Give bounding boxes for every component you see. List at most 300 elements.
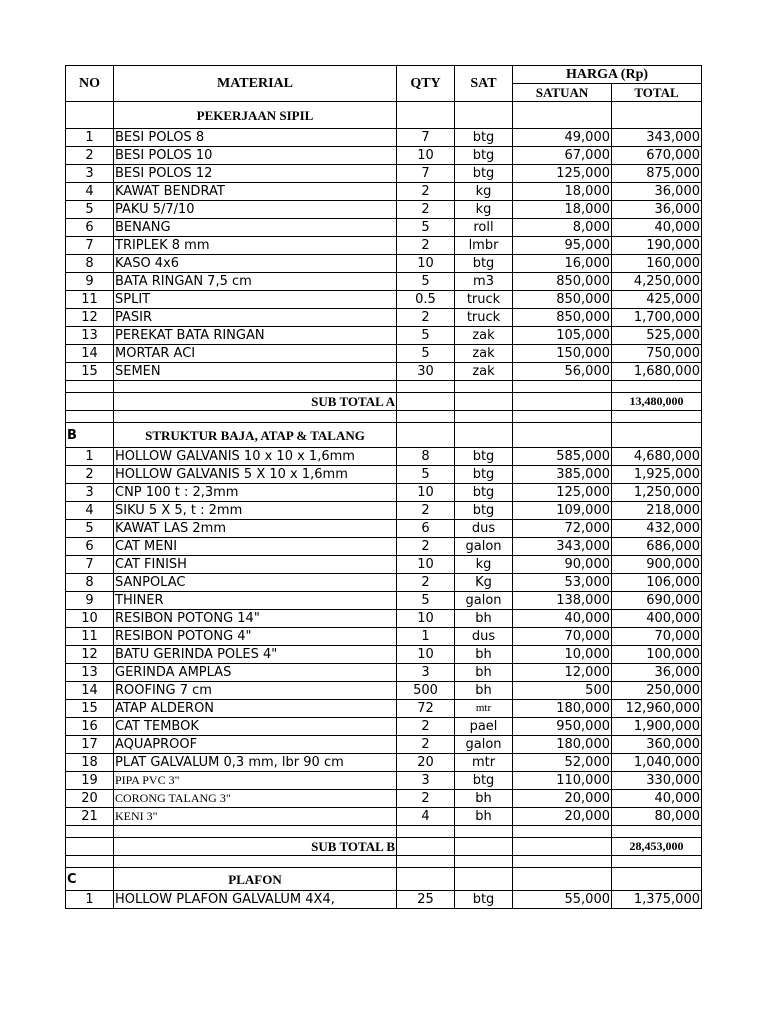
empty-cell	[455, 868, 513, 891]
row-total: 4,250,000	[612, 273, 702, 291]
empty-cell	[397, 381, 455, 393]
row-qty: 5	[397, 273, 455, 291]
spacer-row	[66, 381, 702, 393]
row-no: 8	[66, 574, 114, 592]
row-no: 11	[66, 628, 114, 646]
row-qty: 5	[397, 327, 455, 345]
row-qty: 2	[397, 718, 455, 736]
empty-cell	[455, 838, 513, 856]
table-row	[66, 345, 702, 363]
row-qty: 10	[397, 147, 455, 165]
row-total: 80,000	[612, 808, 702, 826]
row-satuan: 500	[513, 682, 612, 700]
row-material: SIKU 5 X 5, t : 2mm	[114, 502, 397, 520]
empty-cell	[612, 411, 702, 423]
table-row	[66, 363, 702, 381]
row-material: HOLLOW PLAFON GALVALUM 4X4,	[114, 891, 397, 909]
row-material: BESI POLOS 8	[114, 129, 397, 147]
row-sat: zak	[455, 327, 513, 345]
row-material: CORONG TALANG 3"	[114, 790, 397, 808]
row-no: 6	[66, 219, 114, 237]
empty-cell	[612, 102, 702, 129]
row-qty: 10	[397, 484, 455, 502]
row-satuan: 850,000	[513, 309, 612, 327]
row-sat: Kg	[455, 574, 513, 592]
table-row	[66, 448, 702, 466]
subtotal-value: 28,453,000	[612, 838, 702, 856]
row-qty: 10	[397, 646, 455, 664]
row-satuan: 150,000	[513, 345, 612, 363]
row-sat: truck	[455, 291, 513, 309]
row-sat: btg	[455, 448, 513, 466]
empty-cell	[612, 868, 702, 891]
row-sat: zak	[455, 363, 513, 381]
row-material: MORTAR ACI	[114, 345, 397, 363]
row-satuan: 52,000	[513, 754, 612, 772]
row-total: 330,000	[612, 772, 702, 790]
row-satuan: 385,000	[513, 466, 612, 484]
empty-cell	[513, 411, 612, 423]
row-material: BATU GERINDA POLES 4"	[114, 646, 397, 664]
empty-cell	[455, 423, 513, 448]
row-material: ATAP ALDERON	[114, 700, 397, 718]
row-sat: btg	[455, 484, 513, 502]
table-row	[66, 664, 702, 682]
row-no: 9	[66, 273, 114, 291]
row-total: 218,000	[612, 502, 702, 520]
section-letter	[66, 102, 114, 129]
empty-cell	[612, 856, 702, 868]
table-row	[66, 291, 702, 309]
row-sat: btg	[455, 129, 513, 147]
row-satuan: 20,000	[513, 790, 612, 808]
empty-cell	[66, 381, 114, 393]
row-total: 432,000	[612, 520, 702, 538]
subtotal-label: SUB TOTAL B	[114, 838, 397, 856]
table-row	[66, 891, 702, 909]
row-total: 40,000	[612, 219, 702, 237]
row-total: 100,000	[612, 646, 702, 664]
row-material: KASO 4x6	[114, 255, 397, 273]
row-no: 9	[66, 592, 114, 610]
header-harga: HARGA (Rp)	[513, 66, 702, 84]
row-qty: 2	[397, 502, 455, 520]
row-total: 1,250,000	[612, 484, 702, 502]
row-qty: 7	[397, 165, 455, 183]
row-total: 1,700,000	[612, 309, 702, 327]
row-material: HOLLOW GALVANIS 5 X 10 x 1,6mm	[114, 466, 397, 484]
row-qty: 4	[397, 808, 455, 826]
row-material: CNP 100 t : 2,3mm	[114, 484, 397, 502]
row-no: 18	[66, 754, 114, 772]
subtotal-row	[66, 393, 702, 411]
empty-cell	[114, 826, 397, 838]
row-no: 7	[66, 237, 114, 255]
table-row	[66, 736, 702, 754]
row-no: 5	[66, 520, 114, 538]
row-satuan: 40,000	[513, 610, 612, 628]
row-sat: btg	[455, 772, 513, 790]
row-sat: roll	[455, 219, 513, 237]
section-title: PLAFON	[114, 868, 397, 891]
row-total: 12,960,000	[612, 700, 702, 718]
row-material: GERINDA AMPLAS	[114, 664, 397, 682]
row-material: SEMEN	[114, 363, 397, 381]
row-total: 1,680,000	[612, 363, 702, 381]
row-sat: bh	[455, 646, 513, 664]
row-qty: 3	[397, 772, 455, 790]
row-satuan: 850,000	[513, 291, 612, 309]
empty-cell	[513, 381, 612, 393]
table-row	[66, 538, 702, 556]
row-qty: 2	[397, 237, 455, 255]
row-material: CAT FINISH	[114, 556, 397, 574]
row-no: 12	[66, 309, 114, 327]
row-sat: bh	[455, 610, 513, 628]
row-satuan: 950,000	[513, 718, 612, 736]
row-total: 690,000	[612, 592, 702, 610]
row-satuan: 585,000	[513, 448, 612, 466]
row-sat: btg	[455, 255, 513, 273]
row-satuan: 110,000	[513, 772, 612, 790]
row-total: 686,000	[612, 538, 702, 556]
spacer-row	[66, 411, 702, 423]
empty-cell	[397, 102, 455, 129]
table-row	[66, 219, 702, 237]
row-qty: 7	[397, 129, 455, 147]
row-qty: 2	[397, 538, 455, 556]
row-sat: kg	[455, 183, 513, 201]
row-sat: dus	[455, 628, 513, 646]
row-qty: 5	[397, 345, 455, 363]
row-qty: 5	[397, 592, 455, 610]
table-row	[66, 628, 702, 646]
row-no: 7	[66, 556, 114, 574]
row-qty: 5	[397, 466, 455, 484]
row-no: 1	[66, 448, 114, 466]
header-total: TOTAL	[612, 84, 702, 102]
row-material: RESIBON POTONG 4"	[114, 628, 397, 646]
row-sat: bh	[455, 808, 513, 826]
row-sat: galon	[455, 736, 513, 754]
row-total: 4,680,000	[612, 448, 702, 466]
table-row	[66, 592, 702, 610]
empty-cell	[612, 423, 702, 448]
subtotal-value: 13,480,000	[612, 393, 702, 411]
empty-cell	[513, 868, 612, 891]
header-qty: QTY	[397, 66, 455, 102]
row-material: ROOFING 7 cm	[114, 682, 397, 700]
row-satuan: 12,000	[513, 664, 612, 682]
row-no: 15	[66, 700, 114, 718]
row-material: KAWAT BENDRAT	[114, 183, 397, 201]
empty-cell	[513, 102, 612, 129]
row-satuan: 8,000	[513, 219, 612, 237]
row-total: 190,000	[612, 237, 702, 255]
row-qty: 2	[397, 309, 455, 327]
table-row	[66, 808, 702, 826]
row-sat: truck	[455, 309, 513, 327]
row-satuan: 180,000	[513, 736, 612, 754]
row-qty: 2	[397, 736, 455, 754]
row-total: 36,000	[612, 183, 702, 201]
row-total: 40,000	[612, 790, 702, 808]
empty-cell	[513, 838, 612, 856]
table-row	[66, 772, 702, 790]
empty-cell	[66, 411, 114, 423]
row-sat: bh	[455, 682, 513, 700]
row-qty: 2	[397, 574, 455, 592]
empty-cell	[66, 393, 114, 411]
row-no: 3	[66, 484, 114, 502]
row-material: AQUAPROOF	[114, 736, 397, 754]
table-row	[66, 309, 702, 327]
row-no: 5	[66, 201, 114, 219]
row-material: BENANG	[114, 219, 397, 237]
table-row	[66, 610, 702, 628]
row-material: BESI POLOS 10	[114, 147, 397, 165]
row-sat: btg	[455, 502, 513, 520]
table-row	[66, 466, 702, 484]
table-row	[66, 237, 702, 255]
row-material: RESIBON POTONG 14"	[114, 610, 397, 628]
row-qty: 5	[397, 219, 455, 237]
row-sat: m3	[455, 273, 513, 291]
row-qty: 500	[397, 682, 455, 700]
row-satuan: 67,000	[513, 147, 612, 165]
row-no: 8	[66, 255, 114, 273]
row-total: 1,925,000	[612, 466, 702, 484]
table-row	[66, 790, 702, 808]
row-total: 900,000	[612, 556, 702, 574]
row-total: 70,000	[612, 628, 702, 646]
row-material: PAKU 5/7/10	[114, 201, 397, 219]
table-row	[66, 700, 702, 718]
row-total: 36,000	[612, 201, 702, 219]
table-row	[66, 255, 702, 273]
row-sat: btg	[455, 147, 513, 165]
row-no: 4	[66, 183, 114, 201]
row-sat: btg	[455, 466, 513, 484]
row-no: 19	[66, 772, 114, 790]
row-qty: 72	[397, 700, 455, 718]
empty-cell	[114, 381, 397, 393]
row-qty: 3	[397, 664, 455, 682]
empty-cell	[513, 393, 612, 411]
row-no: 6	[66, 538, 114, 556]
row-sat: btg	[455, 165, 513, 183]
spacer-row	[66, 856, 702, 868]
table-row	[66, 165, 702, 183]
row-satuan: 180,000	[513, 700, 612, 718]
row-no: 13	[66, 664, 114, 682]
empty-cell	[513, 826, 612, 838]
empty-cell	[455, 856, 513, 868]
section-title-row	[66, 868, 702, 891]
header-material: MATERIAL	[114, 66, 397, 102]
row-total: 525,000	[612, 327, 702, 345]
empty-cell	[513, 423, 612, 448]
empty-cell	[397, 411, 455, 423]
row-no: 20	[66, 790, 114, 808]
row-qty: 10	[397, 255, 455, 273]
row-no: 3	[66, 165, 114, 183]
row-satuan: 850,000	[513, 273, 612, 291]
row-total: 875,000	[612, 165, 702, 183]
empty-cell	[114, 411, 397, 423]
table-row	[66, 556, 702, 574]
row-no: 2	[66, 147, 114, 165]
spacer-row	[66, 826, 702, 838]
row-material: PASIR	[114, 309, 397, 327]
row-qty: 6	[397, 520, 455, 538]
row-no: 11	[66, 291, 114, 309]
table-row	[66, 484, 702, 502]
table-row	[66, 718, 702, 736]
row-total: 400,000	[612, 610, 702, 628]
row-material: CAT MENI	[114, 538, 397, 556]
row-sat: mtr	[455, 700, 513, 718]
row-no: 13	[66, 327, 114, 345]
row-no: 4	[66, 502, 114, 520]
material-cost-table	[65, 65, 702, 909]
row-no: 12	[66, 646, 114, 664]
row-satuan: 56,000	[513, 363, 612, 381]
row-satuan: 90,000	[513, 556, 612, 574]
row-no: 1	[66, 891, 114, 909]
section-title: PEKERJAAN SIPIL	[114, 102, 397, 129]
empty-cell	[66, 838, 114, 856]
row-qty: 10	[397, 610, 455, 628]
table-row	[66, 754, 702, 772]
row-total: 106,000	[612, 574, 702, 592]
empty-cell	[66, 826, 114, 838]
header-no: NO	[66, 66, 114, 102]
row-qty: 2	[397, 183, 455, 201]
row-sat: kg	[455, 556, 513, 574]
row-material: PLAT GALVALUM 0,3 mm, lbr 90 cm	[114, 754, 397, 772]
empty-cell	[455, 102, 513, 129]
row-material: SANPOLAC	[114, 574, 397, 592]
row-satuan: 343,000	[513, 538, 612, 556]
row-satuan: 18,000	[513, 201, 612, 219]
row-sat: zak	[455, 345, 513, 363]
row-total: 670,000	[612, 147, 702, 165]
row-total: 750,000	[612, 345, 702, 363]
row-sat: pael	[455, 718, 513, 736]
row-satuan: 125,000	[513, 165, 612, 183]
row-satuan: 105,000	[513, 327, 612, 345]
row-qty: 2	[397, 201, 455, 219]
empty-cell	[397, 856, 455, 868]
table-row	[66, 201, 702, 219]
empty-cell	[397, 393, 455, 411]
row-total: 1,040,000	[612, 754, 702, 772]
row-no: 1	[66, 129, 114, 147]
empty-cell	[397, 423, 455, 448]
row-material: HOLLOW GALVANIS 10 x 10 x 1,6mm	[114, 448, 397, 466]
section-title: STRUKTUR BAJA, ATAP & TALANG	[114, 423, 397, 448]
row-qty: 2	[397, 790, 455, 808]
empty-cell	[114, 856, 397, 868]
empty-cell	[455, 381, 513, 393]
table-row	[66, 574, 702, 592]
section-letter: B	[66, 423, 114, 448]
row-no: 17	[66, 736, 114, 754]
header-row	[66, 66, 702, 84]
empty-cell	[455, 826, 513, 838]
row-material: CAT TEMBOK	[114, 718, 397, 736]
row-sat: lmbr	[455, 237, 513, 255]
row-total: 1,900,000	[612, 718, 702, 736]
row-sat: bh	[455, 790, 513, 808]
row-no: 2	[66, 466, 114, 484]
header-satuan: SATUAN	[513, 84, 612, 102]
row-satuan: 95,000	[513, 237, 612, 255]
row-satuan: 125,000	[513, 484, 612, 502]
table-row	[66, 520, 702, 538]
row-satuan: 10,000	[513, 646, 612, 664]
row-satuan: 16,000	[513, 255, 612, 273]
table-row	[66, 646, 702, 664]
subtotal-label: SUB TOTAL A	[114, 393, 397, 411]
row-no: 21	[66, 808, 114, 826]
table-row	[66, 147, 702, 165]
row-total: 160,000	[612, 255, 702, 273]
row-material: TRIPLEK 8 mm	[114, 237, 397, 255]
section-title-row	[66, 102, 702, 129]
row-no: 16	[66, 718, 114, 736]
row-qty: 10	[397, 556, 455, 574]
row-material: KENI 3"	[114, 808, 397, 826]
row-material: SPLIT	[114, 291, 397, 309]
table-row	[66, 273, 702, 291]
row-material: PIPA PVC 3"	[114, 772, 397, 790]
row-satuan: 18,000	[513, 183, 612, 201]
empty-cell	[397, 826, 455, 838]
row-material: PEREKAT BATA RINGAN	[114, 327, 397, 345]
row-satuan: 20,000	[513, 808, 612, 826]
row-total: 1,375,000	[612, 891, 702, 909]
row-total: 343,000	[612, 129, 702, 147]
row-satuan: 49,000	[513, 129, 612, 147]
empty-cell	[455, 411, 513, 423]
row-qty: 1	[397, 628, 455, 646]
row-satuan: 53,000	[513, 574, 612, 592]
row-sat: bh	[455, 664, 513, 682]
empty-cell	[397, 868, 455, 891]
row-total: 36,000	[612, 664, 702, 682]
table-row	[66, 327, 702, 345]
row-material: KAWAT LAS 2mm	[114, 520, 397, 538]
row-material: THINER	[114, 592, 397, 610]
row-sat: galon	[455, 592, 513, 610]
table-row	[66, 129, 702, 147]
header-sat: SAT	[455, 66, 513, 102]
empty-cell	[397, 838, 455, 856]
row-no: 10	[66, 610, 114, 628]
row-no: 14	[66, 682, 114, 700]
empty-cell	[66, 856, 114, 868]
empty-cell	[612, 826, 702, 838]
empty-cell	[513, 856, 612, 868]
row-sat: btg	[455, 891, 513, 909]
row-total: 360,000	[612, 736, 702, 754]
table-row	[66, 183, 702, 201]
row-satuan: 55,000	[513, 891, 612, 909]
row-total: 425,000	[612, 291, 702, 309]
table-row	[66, 682, 702, 700]
